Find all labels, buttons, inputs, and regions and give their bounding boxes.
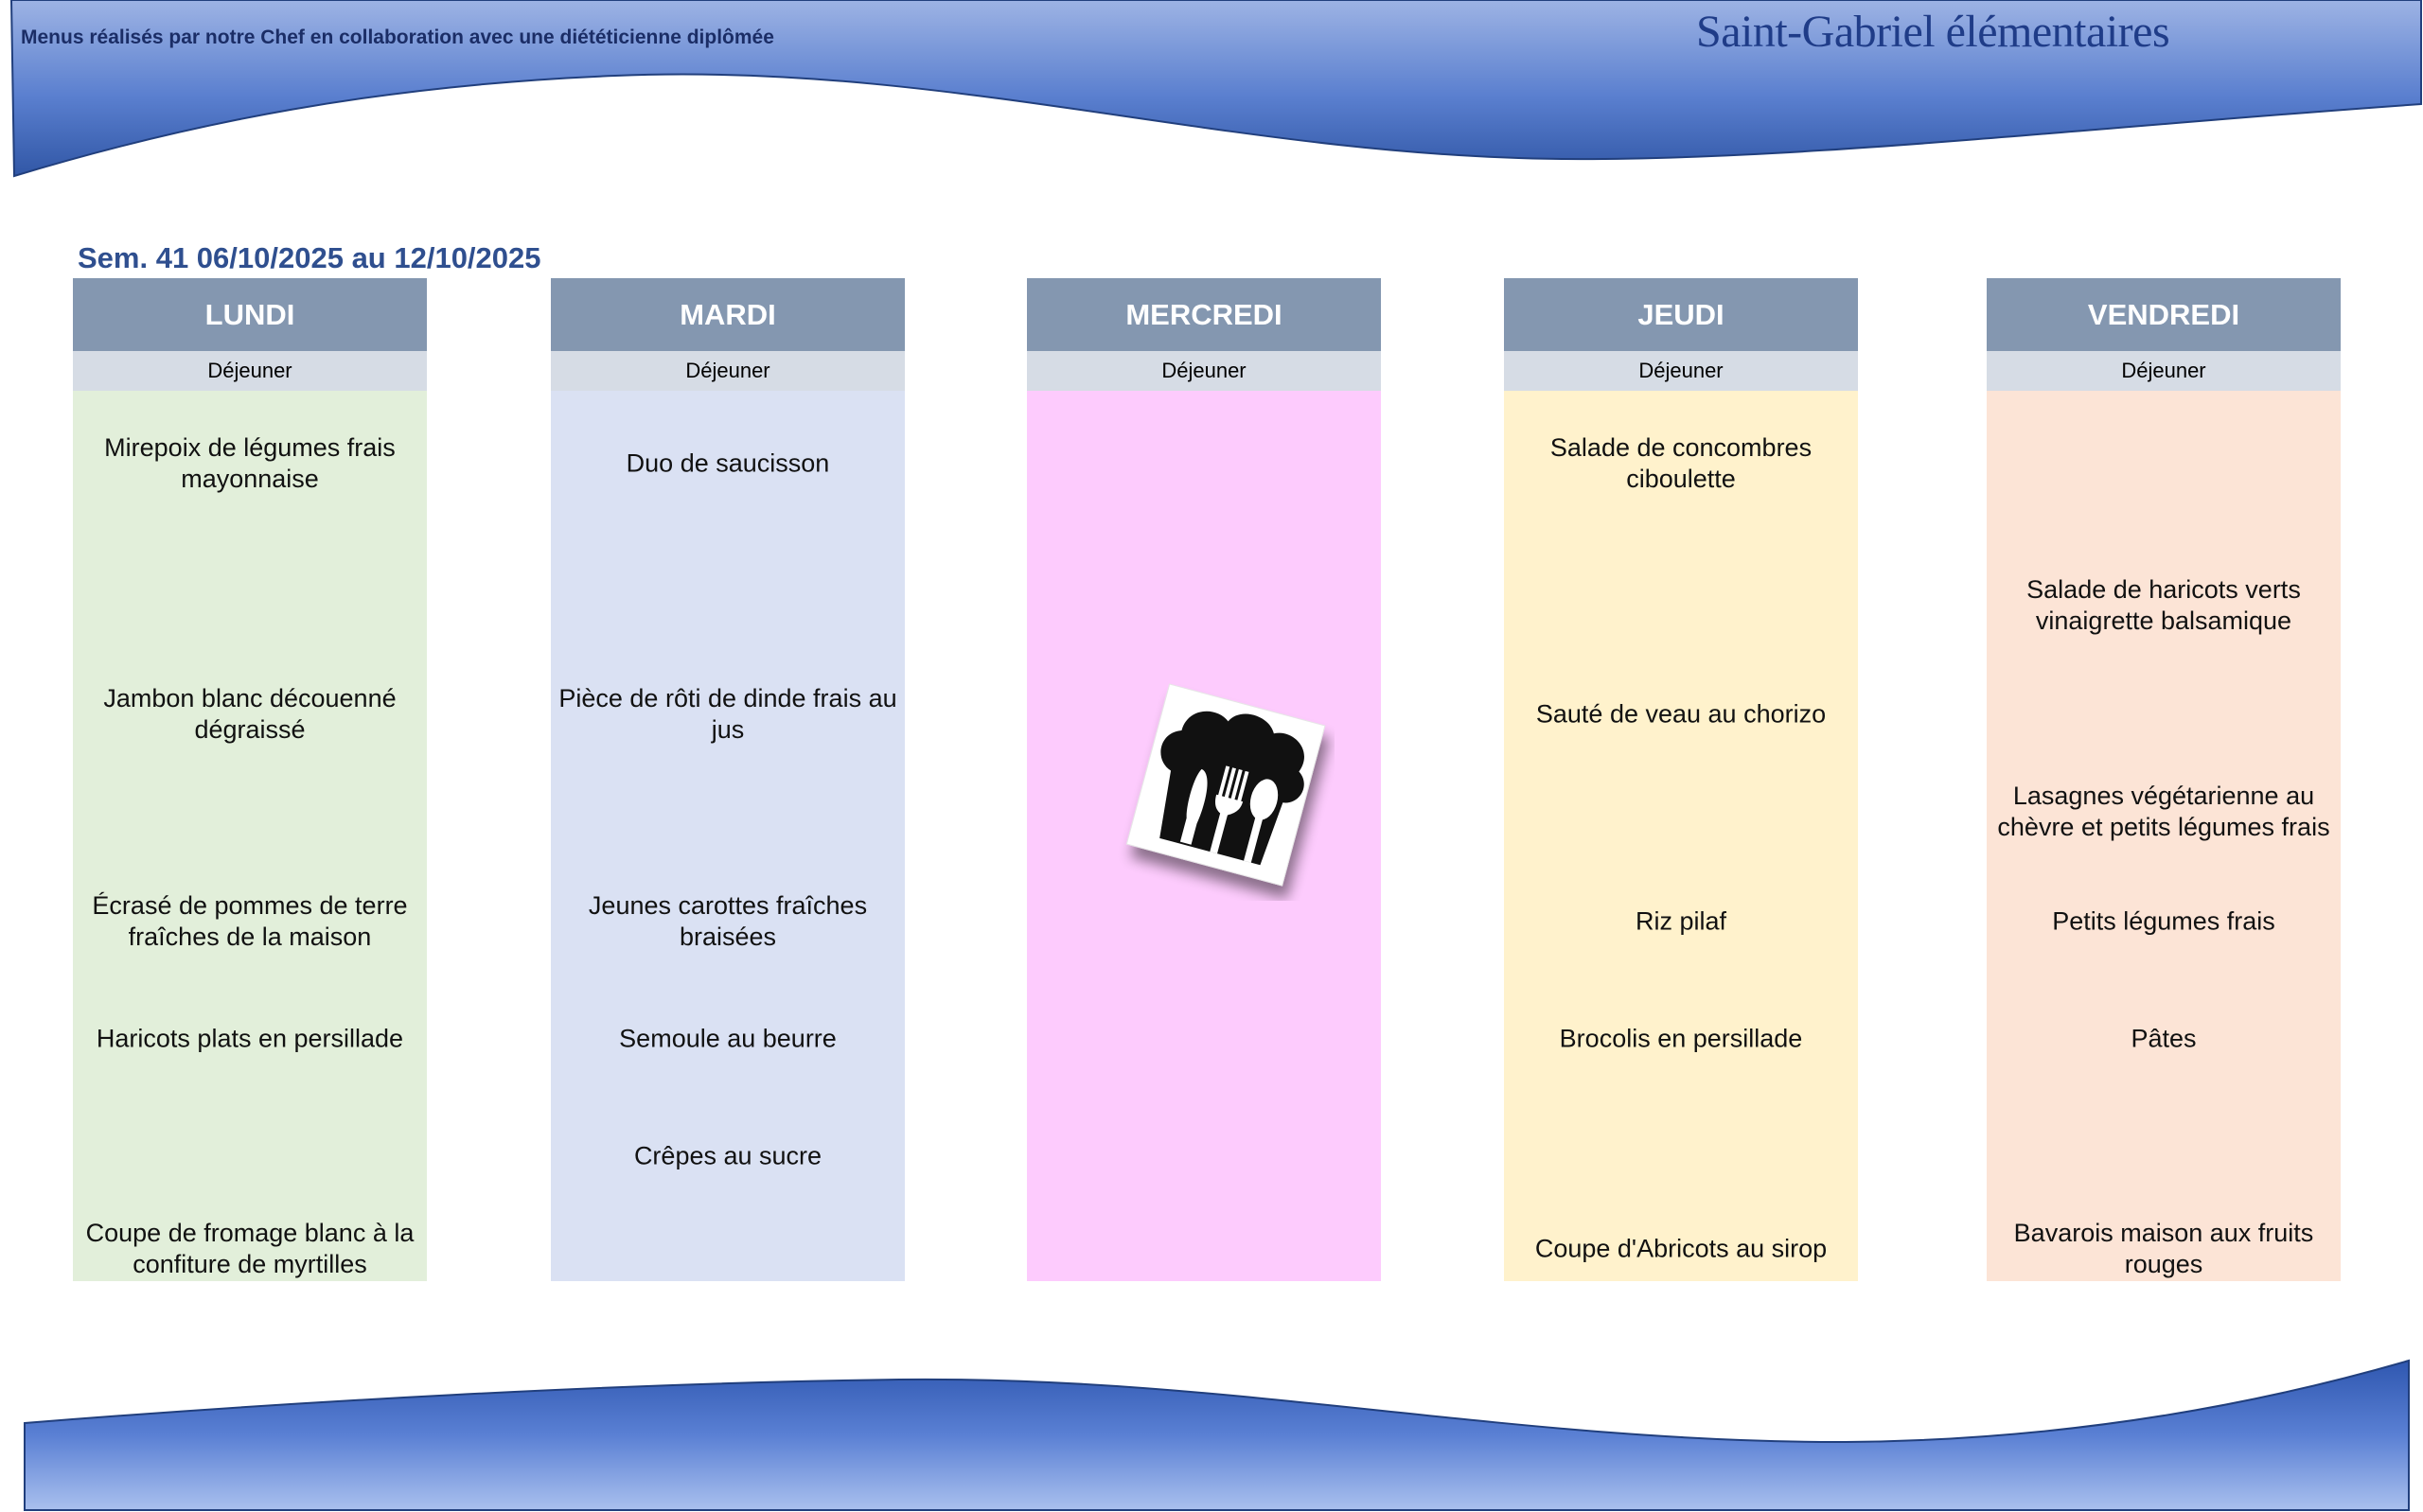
dish-starter: Salade de haricots verts vinaigrette balsamique [2026,575,2301,635]
dish-side: Riz pilaf [1635,906,1727,936]
dish-starter: Salade de concombres ciboulette [1549,433,1813,493]
dish-starter: Mirepoix de légumes frais mayonnaise [104,433,396,493]
dish-dessert: Bavarois maison aux fruits rouges [2013,1219,2314,1278]
tagline: Menus réalisés par notre Chef en collaboration avec une diététicienne diplômée [21,26,774,48]
bottom-wave-banner [0,1344,2423,1512]
dish-main: Sauté de veau au chorizo [1535,699,1827,729]
meal-label: Déjeuner [1987,351,2341,391]
meal-label: Déjeuner [73,351,427,391]
day-header: MERCREDI [1027,278,1381,351]
meal-label: Déjeuner [551,351,905,391]
dish-side-2: Pâtes [2131,1024,2197,1053]
dish-dessert: Crêpes au sucre [633,1141,822,1170]
dish-starter: Duo de saucisson [626,448,830,478]
school-name: Saint-Gabriel élémentaires [1696,7,2170,57]
day-body [1504,391,1858,1281]
dish-main: Lasagnes végétarienne au chèvre et petits légumes frais [1997,782,2330,841]
dish-main: Jambon blanc découenné dégraissé [103,684,397,744]
dish-dessert: Coupe d'Abricots au sirop [1534,1234,1828,1263]
day-header: VENDREDI [1987,278,2341,351]
day-header: JEUDI [1504,278,1858,351]
day-body [551,391,905,1281]
day-body [1987,391,2341,1281]
dish-side-2: Haricots plats en persillade [96,1024,404,1053]
day-column-mardi [551,278,905,1281]
meal-label: Déjeuner [1504,351,1858,391]
day-header: LUNDI [73,278,427,351]
dish-side-2: Brocolis en persillade [1559,1024,1803,1053]
day-body [73,391,427,1281]
dish-main: Pièce de rôti de dinde frais au jus [558,684,897,744]
dish-side: Écrasé de pommes de terre fraîches de la maison [92,891,408,951]
day-column-lundi [73,278,427,1281]
dish-side: Jeunes carottes fraîches braisées [588,891,868,951]
dish-side: Petits légumes frais [2052,906,2275,936]
day-column-vendredi [1987,278,2341,1281]
chef-hat-cutlery-icon [1117,674,1335,901]
week-title: Sem. 41 06/10/2025 au 12/10/2025 [78,241,541,274]
meal-label: Déjeuner [1027,351,1381,391]
day-header: MARDI [551,278,905,351]
dish-side-2: Semoule au beurre [619,1024,837,1053]
dish-dessert: Coupe de fromage blanc à la confiture de myrtilles [85,1219,415,1278]
day-column-jeudi [1504,278,1858,1281]
